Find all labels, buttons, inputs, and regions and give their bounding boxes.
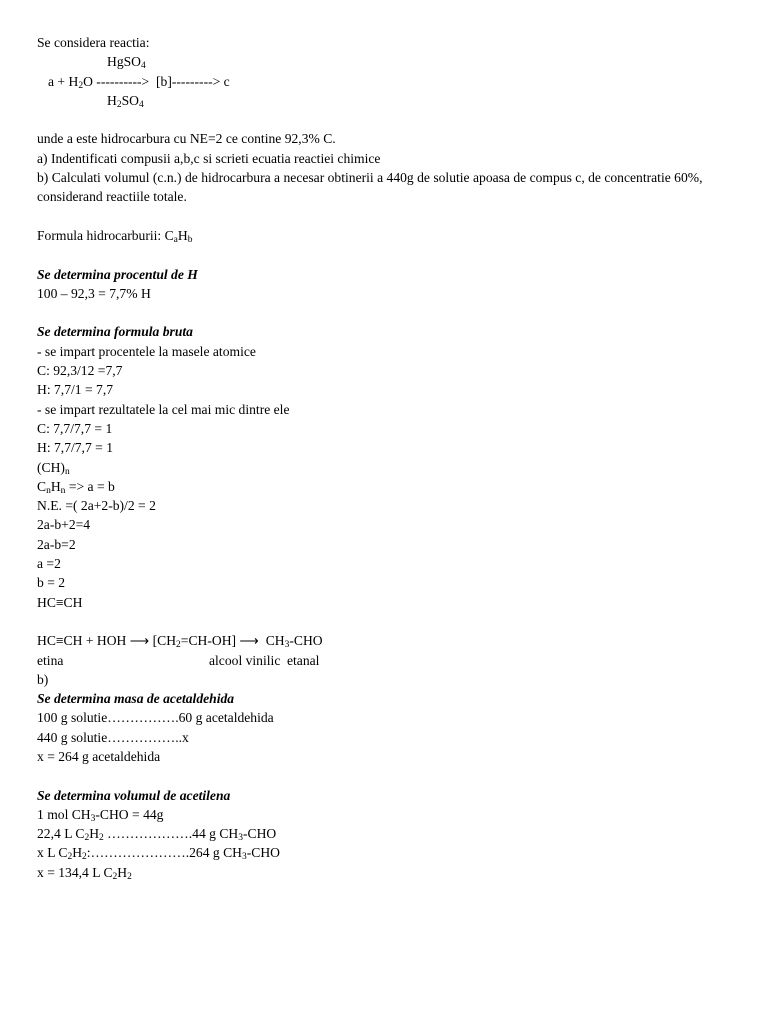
mass-line-1: 100 g solutie…………….60 g acetaldehida (37, 710, 274, 726)
cnhn-line: $C_nH_n => a = b$ (37, 478, 115, 496)
a-value: a =2 (37, 556, 61, 572)
catalyst-top: HgSO$_4$ (107, 54, 146, 72)
formula-c-2: C: 7,7/7,7 = 1 (37, 420, 113, 436)
name-etanal: etanal (287, 652, 320, 668)
formula-label: Formula hidrocarburii: $C_aH_b$ (37, 227, 193, 245)
h-calculation: 100 – 92,3 = 7,7% H (37, 285, 151, 301)
volume-line-2: 22,4 L $C_2H_2$ ……………….44 g $CH_3$-CHO (37, 826, 277, 844)
name-etina: etina (37, 652, 64, 668)
question-b: b) Calculati volumul (c.n.) de hidrocarbura a necesar obtinerii a 440g de solutie apoasa de compus c, de concentratie 60%, considerand reactiile totale. (37, 170, 703, 205)
volume-result: x = 134,4 L $C_2H_2$ (37, 864, 132, 882)
formula-step-1: - se impart procentele la masele atomice (37, 343, 256, 359)
compound-names (37, 651, 737, 670)
formula-step-2: - se impart rezultatele la cel mai mic dintre ele (37, 401, 290, 417)
empirical-formula: $(CH)_n$ (37, 459, 70, 477)
equation-2: 2a-b=2 (37, 536, 76, 552)
formula-h-2: H: 7,7/7,7 = 1 (37, 440, 114, 456)
section-heading-formula: Se determina formula bruta (37, 324, 193, 340)
reaction-line: $a + H_2O$ ----------> [b]---------> c (48, 73, 230, 91)
catalyst-bottom: $H_2SO_4$ (107, 92, 144, 110)
equation-1: 2a-b+2=4 (37, 517, 91, 533)
question-a: a) Indentificati compusii a,b,c si scrieti ecuatia reactiei chimice (37, 150, 381, 166)
name-alcool-vinilic: alcool vinilic (209, 652, 281, 668)
section-heading-volume: Se determina volumul de acetilena (37, 787, 231, 803)
acetylene-formula: HC≡CH (37, 594, 83, 610)
mass-result: x = 264 g acetaldehida (37, 748, 161, 764)
b-value: b = 2 (37, 575, 66, 591)
volume-line-1: 1 mol $CH_3$-CHO = 44g (37, 806, 164, 824)
volume-line-3: x L $C_2H_2:\dots\dots\dots\dots\dots\dots\dots.264$ g $CH_3$-CHO (37, 845, 280, 863)
hydration-reaction: HC≡CH + HOH ⟶ $[CH_2=CH-OH]$ ⟶ $CH_3$-CHO (37, 633, 323, 651)
intro-text: Se considera reactia: (37, 35, 150, 50)
ne-equation: N.E. =( 2a+2-b)/2 = 2 (37, 498, 156, 514)
section-heading-mass: Se determina masa de acetaldehida (37, 691, 235, 707)
formula-h-1: H: 7,7/1 = 7,7 (37, 382, 114, 398)
part-b-label: b) (37, 671, 49, 687)
formula-c-1: C: 92,3/12 =7,7 (37, 363, 123, 379)
mass-line-2: 440 g solutie……………..x (37, 729, 189, 745)
document-page (37, 33, 737, 882)
problem-statement: unde a este hidrocarbura cu NE=2 ce contine 92,3% C. (37, 131, 336, 147)
section-heading-h: Se determina procentul de H (37, 266, 198, 282)
